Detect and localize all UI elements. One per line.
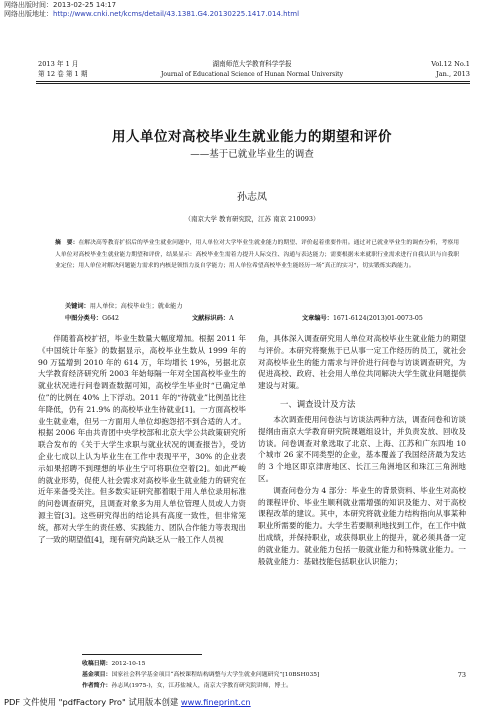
section-heading: 一、调查设计及方法 — [280, 398, 356, 409]
keywords-value: 用人单位；高校毕业生；就业能力 — [89, 303, 183, 310]
author-info-label: 作者简介： — [82, 682, 112, 689]
publish-url-label: 网络出版地址： — [4, 10, 53, 18]
abstract-text: 在解决高等教育扩招后的毕业生就业问题中，用人单位对大学毕业生就业能力的期望、评价起着重要作用。通过对已就业毕业生的调查分析，考察用人单位对高校毕业生就业能力期望和评价，结果显示：高校毕业生需着力提升人际交往、沟通与表达能力；需要根据未来就职行业需求进行自我认识与自我职业定位；用人单位对解决问题能力需求的内核是领悟力及自学能力；用人单位希望高校毕业生能经历一场“真正的实习”，切实锻炼实践能力。 — [55, 240, 459, 269]
body-left-column — [38, 333, 246, 645]
header-rule-thin — [36, 83, 470, 84]
fund-value: 国家社会科学基金项目“高校课程结构调整与大学生就业问题研究”[10BSH035] — [111, 672, 320, 678]
header-volume: 第 12 卷 第 1 期 — [38, 70, 88, 78]
doc-code-value: A — [229, 315, 234, 322]
body-paragraph-continued: 角，具体深入调查研究用人单位对高校毕业生就业能力的期望与评价。本研究将聚焦于已从事一定工作经历的员工，就社会对高校毕业生的能力需求与评价进行问卷与访谈调查研究，为促进高校、政府、社会用人单位共同解决大学生就业问题提供建设与对策。 — [258, 334, 466, 391]
header-rule — [36, 81, 470, 82]
body-right-column — [258, 333, 466, 645]
article-no-value: 1671-6124(2013)01-0073-05 — [332, 315, 423, 322]
publish-url-link[interactable]: http://www.cnki.net/kcms/detail/43.1381.G4.20130225.1417.014.html — [53, 10, 300, 18]
footnote-fund — [82, 670, 319, 681]
doc-code-label: 文献标识码： — [192, 315, 230, 322]
publish-url-line — [4, 10, 299, 19]
footnote-rule — [82, 654, 202, 655]
body-paragraph: 伴随着高校扩招，毕业生数量大幅度增加。根据 2011 年《中国统计年鉴》的数据显示，高校毕业生数从 1999 年的 90 万猛增到 2010 年的 614 万，年均增长 19%，另据北京大学教育经济研究所 2003 年始每隔一年对全国高校毕业生的就业状况进行问卷调查数据可知，高校学生毕业时“已确定单位”的比例在 40% 上下浮动。2011 年的“待就业”比例虽比往年降低，仍有 21.9% 的高校毕业生待就业[1]。一方面高校毕业生就业难，但另一方面用人单位却抱怨招不到合适的人才。根据 2006 年由共青团中央学校部和北京大学公共政策研究所联合发布的《关于大学生求职与就业状况的调查报告》，受访企业七成以上认为毕业生在工作中表现平平，30% 的企业表示如果招聘不到理想的毕业生宁可将职位空着[2]。如此严峻的就业形势，促使人社会需求对高校毕业生就业能力的研究在近年来备受关注。但多数实证研究都着眼于用人单位录用标准的问卷调查研究，且调查对象多为用人单位管理人员或人力资源主管[3]。这些研究得出的结论具有高度一致性，但非常笼统，都对大学生的责任感、实践能力、团队合作能力等表现出了一致的期望值[4]，现有研究尚缺乏从一般工作人员视 — [38, 334, 246, 544]
publish-time-label: 网络出版时间： — [4, 1, 53, 9]
pdf-footer-text: PDF 文件使用 "pdfFactory Pro" 试用版本创建 — [4, 697, 181, 707]
footnote-received — [82, 659, 145, 670]
doc-code-line — [192, 313, 234, 322]
header-vol-no: Vol.12 No.1 — [431, 60, 470, 68]
author-info-value: 孙志风(1975-)，女，江苏盐城人，南京大学教育研究院讲师，博士。 — [111, 683, 293, 689]
article-subtitle: ——基于已就业毕业生的调查 — [190, 149, 314, 160]
publish-time-value: 2013-02-25 14:17 — [53, 1, 117, 9]
header-journal-cn: 湖南师范大学教育科学学报 — [212, 60, 292, 68]
received-value: 2012-10-15 — [111, 661, 146, 667]
received-label: 收稿日期： — [82, 660, 112, 667]
header-journal-en: Journal of Educational Science of Hunan Normal University — [161, 71, 343, 78]
pdf-footer — [4, 696, 251, 708]
header-date: 2013 年 1 月 — [38, 60, 79, 68]
page-number: 73 — [457, 671, 466, 679]
clc-label: 中图分类号： — [65, 315, 103, 322]
fund-label: 基金项目： — [82, 671, 112, 678]
header-month: Jan., 2013 — [436, 70, 470, 78]
author-affiliation: （南京大学 教育研究院，江苏 南京 210093） — [184, 215, 320, 223]
abstract-label: 摘 要： — [55, 240, 79, 246]
body-paragraph: 调查问卷分为 4 部分：毕业生的背景资料、毕业生对高校的课程评价、毕业生顺利就业需增强的知识及能力、对于高校课程改革的建议。其中，本研究将就业能力结构指向从事某种职业所需要的能力。大学生若要顺利地找到工作，在工作中做出成绩，并保持职业，或获得职业上的提升，就必须具备一定的就业能力。就业能力包括一般就业能力和特殊就业能力。一般就业能力：基础技能包括职业认识能力； — [258, 485, 466, 566]
pdf-footer-link[interactable]: www.fineprint.cn — [180, 697, 251, 707]
clc-value: G642 — [102, 315, 119, 322]
footnote-author — [82, 681, 292, 692]
clc-line — [65, 313, 119, 322]
article-no-label: 文章编号： — [302, 315, 333, 322]
keywords-label: 关键词： — [65, 303, 90, 310]
article-title: 用人单位对高校毕业生就业能力的期望和评价 — [112, 129, 392, 145]
article-no-line — [302, 313, 423, 322]
abstract — [55, 238, 459, 273]
keywords-line — [65, 301, 183, 310]
publish-time-line — [4, 1, 116, 10]
author-name: 孙志凤 — [237, 192, 267, 203]
body-paragraph: 本次调查使用问卷法与访谈法两种方法，调查问卷和访谈提纲由南京大学教育研究院课题组设计，并负责发放、回收及访谈。问卷调查对象选取了北京、上海、江苏和广东四地 10 个城市 26 家不同类型的企业，基本覆盖了我国经济最为发达的 3 个地区即京津唐地区、长江三角洲地区和珠江三角洲地区。 — [258, 414, 466, 483]
